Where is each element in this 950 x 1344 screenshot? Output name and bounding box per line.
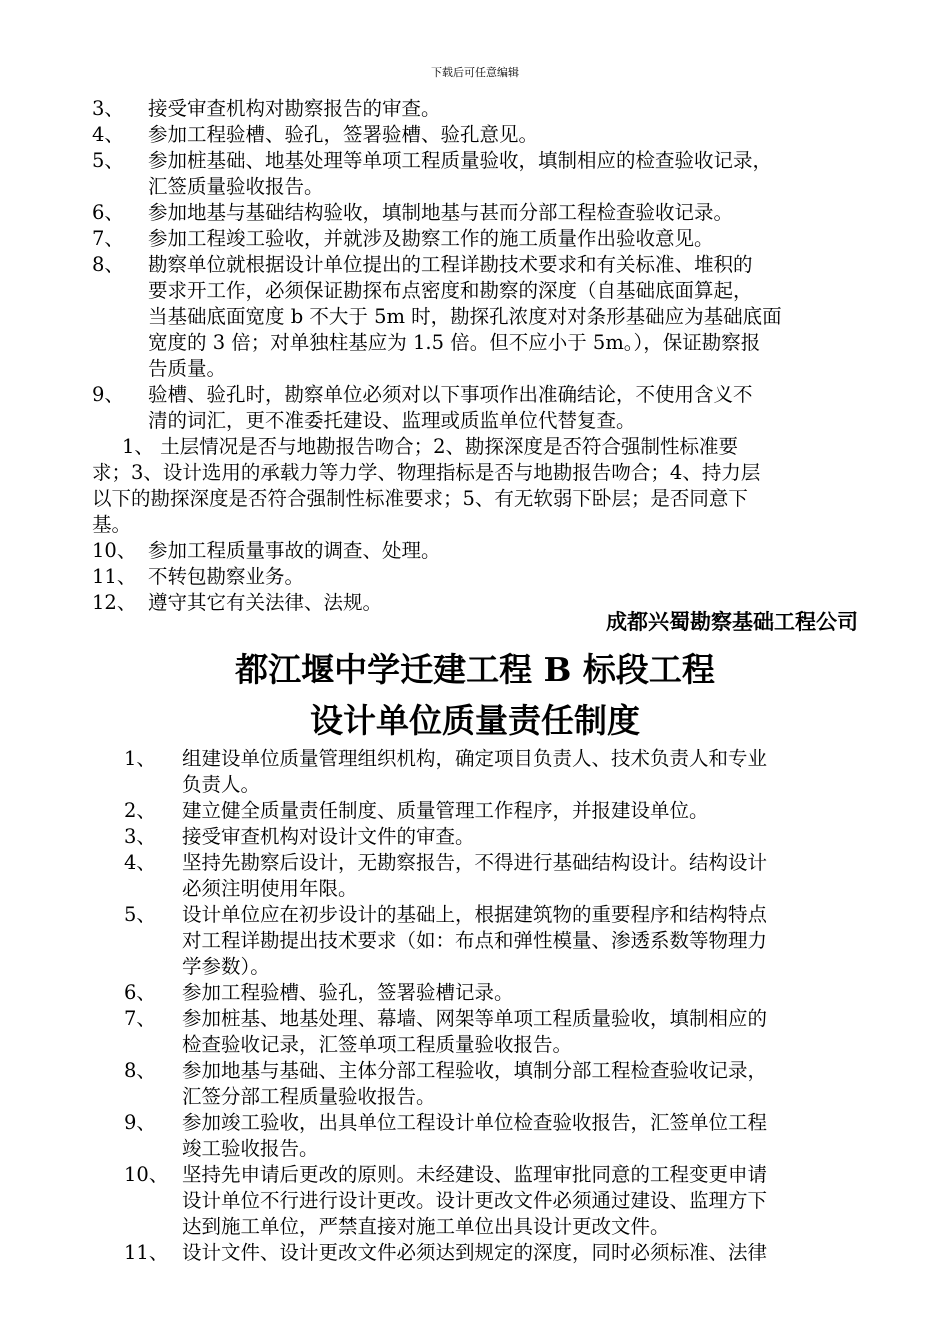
item-text: 参加工程验槽、验孔，签署验槽记录。 xyxy=(182,981,514,1004)
item-text: 不转包勘察业务。 xyxy=(148,565,305,588)
item-text: 汇签分部工程质量验收报告。 xyxy=(182,1085,436,1108)
item-text: 达到施工单位，严禁直接对施工单位出具设计更改文件。 xyxy=(182,1215,670,1238)
item-text: 遵守其它有关法律、法规。 xyxy=(148,591,383,614)
item-text: 勘察单位就根据设计单位提出的工程详勘技术要求和有关标准、堆积的 xyxy=(148,253,753,276)
item-text: 参加地基与基础结构验收，填制地基与甚而分部工程检查验收记录。 xyxy=(148,201,734,224)
item-text: 设计单位应在初步设计的基础上，根据建筑物的重要程序和结构特点 xyxy=(182,903,768,926)
item-text: 检查验收记录，汇签单项工程质量验收报告。 xyxy=(182,1033,573,1056)
item-number: 9、 xyxy=(124,1111,156,1134)
item-number: 12、 xyxy=(92,591,137,614)
item-number: 10、 xyxy=(124,1163,169,1186)
item-text: 验槽、验孔时，勘察单位必须对以下事项作出准确结论，不使用含义不 xyxy=(148,383,753,406)
item-text: 接受审查机构对勘察报告的审查。 xyxy=(148,97,441,120)
item-text: 参加工程竣工验收，并就涉及勘察工作的施工质量作出验收意见。 xyxy=(148,227,714,250)
item-number: 11、 xyxy=(124,1241,169,1264)
item-text: 清的词汇，更不准委托建设、监理或质监单位代替复查。 xyxy=(148,409,636,432)
header-note: 下载后可任意编辑 xyxy=(431,66,519,79)
item-number: 8、 xyxy=(124,1059,156,1082)
item-text: 参加工程验槽、验孔，签署验槽、验孔意见。 xyxy=(148,123,539,146)
item-number: 2、 xyxy=(124,799,156,822)
item-text: 要求开工作，必须保证勘探布点密度和勘察的深度（自基础底面算起， xyxy=(148,279,753,302)
item-text: 设计文件、设计更改文件必须达到规定的深度，同时必须标准、法律 xyxy=(182,1241,768,1264)
item-text: 竣工验收报告。 xyxy=(182,1137,319,1160)
item-text: 汇签质量验收报告。 xyxy=(148,175,324,198)
item-text: 当基础底面宽度 b 不大于 5m 时，勘探孔浓度对对条形基础应为基础底面 xyxy=(148,305,782,328)
item-text: 对工程详勘提出技术要求（如：布点和弹性模量、渗透系数等物理力 xyxy=(182,929,768,952)
item-text: 参加竣工验收，出具单位工程设计单位检查验收报告，汇签单位工程 xyxy=(182,1111,768,1134)
item-text: 负责人。 xyxy=(182,773,261,796)
item-number: 10、 xyxy=(92,539,137,562)
paragraph-line: 基。 xyxy=(92,513,132,536)
item-number: 3、 xyxy=(92,97,124,120)
document-title-line1: 都江堰中学迁建工程 B 标段工程 xyxy=(235,650,715,689)
item-text: 设计单位不行进行设计更改。设计更改文件必须通过建设、监理方下 xyxy=(182,1189,768,1212)
item-text: 建立健全质量责任制度、质量管理工作程序，并报建设单位。 xyxy=(182,799,709,822)
document-title-line2: 设计单位质量责任制度 xyxy=(310,701,640,740)
item-text: 坚持先申请后更改的原则。未经建设、监理审批同意的工程变更申请 xyxy=(182,1163,768,1186)
item-number: 4、 xyxy=(124,851,156,874)
item-number: 7、 xyxy=(92,227,124,250)
item-number: 4、 xyxy=(92,123,124,146)
paragraph-line: 求；3、设计选用的承载力等力学、物理指标是否与地勘报告吻合；4、持力层 xyxy=(92,461,761,484)
item-text: 参加工程质量事故的调查、处理。 xyxy=(148,539,441,562)
item-number: 3、 xyxy=(124,825,156,848)
item-text: 参加地基与基础、主体分部工程验收，填制分部工程检查验收记录， xyxy=(182,1059,768,1082)
item-number: 8、 xyxy=(92,253,124,276)
item-text: 组建设单位质量管理组织机构，确定项目负责人、技术负责人和专业 xyxy=(182,747,768,770)
item-number: 6、 xyxy=(92,201,124,224)
item-text: 参加桩基础、地基处理等单项工程质量验收，填制相应的检查验收记录， xyxy=(148,149,773,172)
item-number: 6、 xyxy=(124,981,156,1004)
item-number: 5、 xyxy=(92,149,124,172)
item-text: 接受审查机构对设计文件的审查。 xyxy=(182,825,475,848)
item-number: 9、 xyxy=(92,383,124,406)
item-text: 坚持先勘察后设计，无勘察报告，不得进行基础结构设计。结构设计 xyxy=(182,851,768,874)
item-text: 学参数）。 xyxy=(182,955,270,978)
item-text: 告质量。 xyxy=(148,357,227,380)
item-number: 5、 xyxy=(124,903,156,926)
item-text: 必须注明使用年限。 xyxy=(182,877,358,900)
company-name: 成都兴蜀勘察基础工程公司 xyxy=(606,609,858,634)
paragraph-line: 以下的勘探深度是否符合强制性标准要求；5、有无软弱下卧层；是否同意下 xyxy=(92,487,748,510)
item-text: 参加桩基、地基处理、幕墙、网架等单项工程质量验收，填制相应的 xyxy=(182,1007,768,1030)
item-number: 11、 xyxy=(92,565,137,588)
item-number: 1、 xyxy=(124,747,156,770)
paragraph-line: 1、 土层情况是否与地勘报告吻合；2、勘探深度是否符合强制性标准要 xyxy=(122,435,739,458)
item-text: 宽度的 3 倍；对单独柱基应为 1.5 倍。但不应小于 5m。），保证勘察报 xyxy=(148,331,761,354)
item-number: 7、 xyxy=(124,1007,156,1030)
